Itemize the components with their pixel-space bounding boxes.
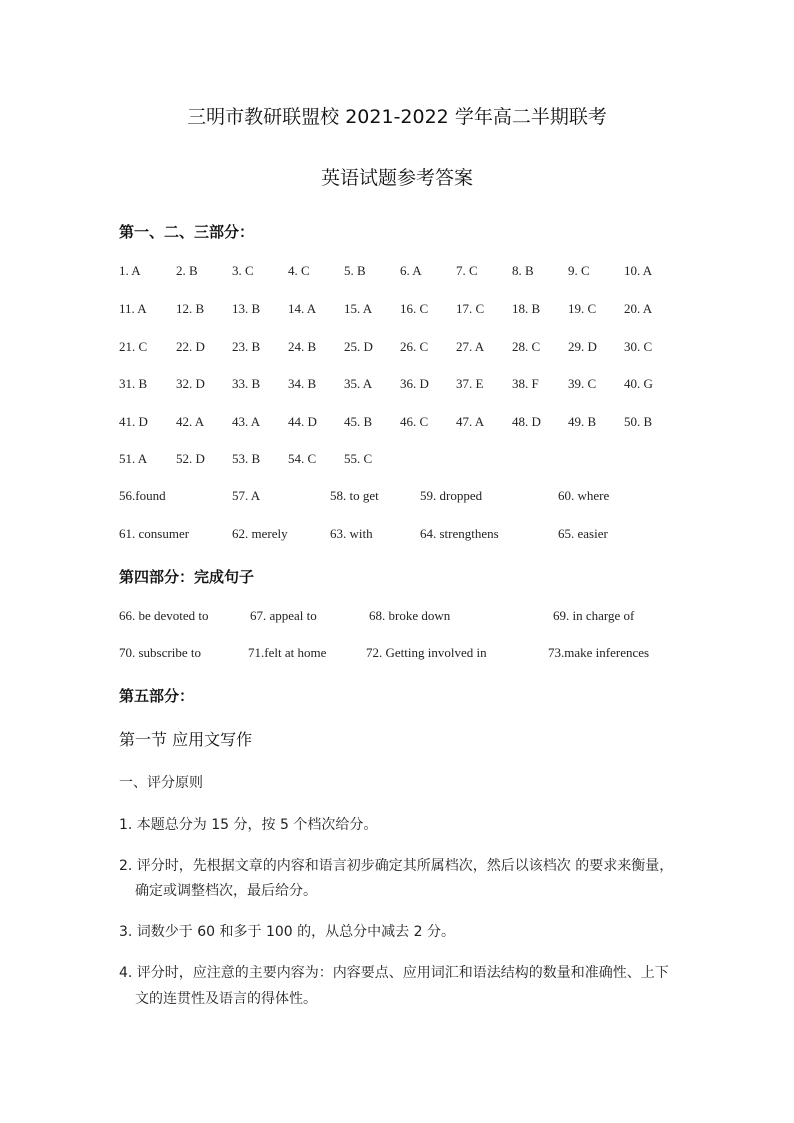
fill-row: [0, 526, 794, 546]
answer-item: 42. A: [176, 414, 205, 429]
answer-row: [0, 301, 794, 321]
sentence-item: 68. broke down: [369, 608, 451, 623]
answer-item: 3. C: [232, 263, 254, 278]
answer-item: 7. C: [456, 263, 478, 278]
answer-row: [0, 339, 794, 359]
fill-item: 59. dropped: [420, 488, 483, 503]
answer-item: 23. B: [232, 339, 261, 354]
answer-item: 26. C: [400, 339, 429, 354]
answer-item: 19. C: [568, 301, 597, 316]
answer-item: 51. A: [119, 451, 148, 466]
fill-item: 63. with: [330, 526, 373, 541]
answer-item: 28. C: [512, 339, 541, 354]
answer-item: 13. B: [232, 301, 261, 316]
answer-item: 35. A: [344, 376, 373, 391]
rule-4-cont: 文的连贯性及语言的得体性。: [135, 991, 317, 1007]
rule-3: 3. 词数少于 60 和多于 100 的，从总分中减去 2 分。: [119, 924, 455, 940]
sentence-item: 72. Getting involved in: [366, 645, 487, 660]
answer-item: 20. A: [624, 301, 653, 316]
rule-1: 1. 本题总分为 15 分，按 5 个档次给分。: [119, 817, 378, 833]
answer-item: 5. B: [344, 263, 366, 278]
page-title: 三明市教研联盟校 2021-2022 学年高二半期联考: [187, 106, 607, 128]
answer-item: 30. C: [624, 339, 653, 354]
answer-item: 41. D: [119, 414, 148, 429]
answer-row: [0, 414, 794, 434]
rule-2-cont: 确定或调整档次，最后给分。: [135, 883, 317, 899]
sentence-item: 71.felt at home: [248, 645, 327, 660]
answer-item: 17. C: [456, 301, 485, 316]
answer-item: 6. A: [400, 263, 422, 278]
page-subtitle: 英语试题参考答案: [320, 167, 473, 189]
fill-item: 57. A: [232, 488, 261, 503]
answer-item: 32. D: [176, 376, 205, 391]
answer-item: 22. D: [176, 339, 205, 354]
answer-item: 49. B: [568, 414, 597, 429]
answer-item: 34. B: [288, 376, 317, 391]
answer-item: 53. B: [232, 451, 261, 466]
answer-item: 16. C: [400, 301, 429, 316]
answer-row: [0, 451, 794, 471]
answer-item: 36. D: [400, 376, 429, 391]
answer-row: [0, 263, 794, 283]
answer-item: 38. F: [512, 376, 539, 391]
answer-item: 10. A: [624, 263, 653, 278]
principles-title: 一、评分原则: [119, 775, 203, 791]
answer-item: 14. A: [288, 301, 317, 316]
fill-row: [0, 488, 794, 508]
sentence-item: 73.make inferences: [548, 645, 650, 660]
answer-item: 55. C: [344, 451, 373, 466]
answer-item: 11. A: [119, 301, 147, 316]
fill-item: 58. to get: [330, 488, 379, 503]
answer-item: 29. D: [568, 339, 597, 354]
answer-item: 25. D: [344, 339, 373, 354]
section-heading-5: 第五部分：: [119, 687, 195, 705]
answer-row: [0, 376, 794, 396]
answer-item: 52. D: [176, 451, 205, 466]
answer-item: 24. B: [288, 339, 317, 354]
section5-subheading: 第一节 应用文写作: [119, 730, 253, 749]
section-heading-4: 第四部分：完成句子: [119, 568, 255, 586]
sentence-item: 67. appeal to: [250, 608, 317, 623]
fill-item: 60. where: [558, 488, 610, 503]
answer-item: 48. D: [512, 414, 541, 429]
answer-item: 43. A: [232, 414, 261, 429]
answer-item: 9. C: [568, 263, 590, 278]
answer-item: 50. B: [624, 414, 653, 429]
fill-item: 56.found: [119, 488, 166, 503]
fill-item: 64. strengthens: [420, 526, 499, 541]
sentence-item: 69. in charge of: [553, 608, 635, 623]
answer-item: 39. C: [568, 376, 597, 391]
sentence-item: 66. be devoted to: [119, 608, 209, 623]
answer-item: 12. B: [176, 301, 205, 316]
answer-item: 27. A: [456, 339, 485, 354]
fill-item: 62. merely: [232, 526, 288, 541]
answer-item: 8. B: [512, 263, 534, 278]
fill-item: 65. easier: [558, 526, 608, 541]
answer-item: 15. A: [344, 301, 373, 316]
sentence-row: [0, 608, 794, 628]
answer-item: 37. E: [456, 376, 484, 391]
answer-item: 47. A: [456, 414, 485, 429]
sentence-item: 70. subscribe to: [119, 645, 201, 660]
sentence-row: [0, 645, 794, 665]
answer-item: 1. A: [119, 263, 141, 278]
answer-item: 40. G: [624, 376, 653, 391]
rule-2: 2. 评分时，先根据文章的内容和语言初步确定其所属档次，然后以该档次 的要求来衡量，: [119, 858, 674, 874]
answer-item: 18. B: [512, 301, 541, 316]
answer-item: 33. B: [232, 376, 261, 391]
answer-item: 31. B: [119, 376, 148, 391]
rule-4: 4. 评分时，应注意的主要内容为：内容要点、应用词汇和语法结构的数量和准确性、上下: [119, 965, 669, 981]
section-heading-1-3: 第一、二、三部分：: [119, 223, 255, 241]
answer-item: 44. D: [288, 414, 317, 429]
answer-item: 21. C: [119, 339, 148, 354]
answer-item: 4. C: [288, 263, 310, 278]
answer-item: 46. C: [400, 414, 429, 429]
fill-item: 61. consumer: [119, 526, 190, 541]
answer-item: 45. B: [344, 414, 373, 429]
answer-item: 54. C: [288, 451, 317, 466]
answer-item: 2. B: [176, 263, 198, 278]
